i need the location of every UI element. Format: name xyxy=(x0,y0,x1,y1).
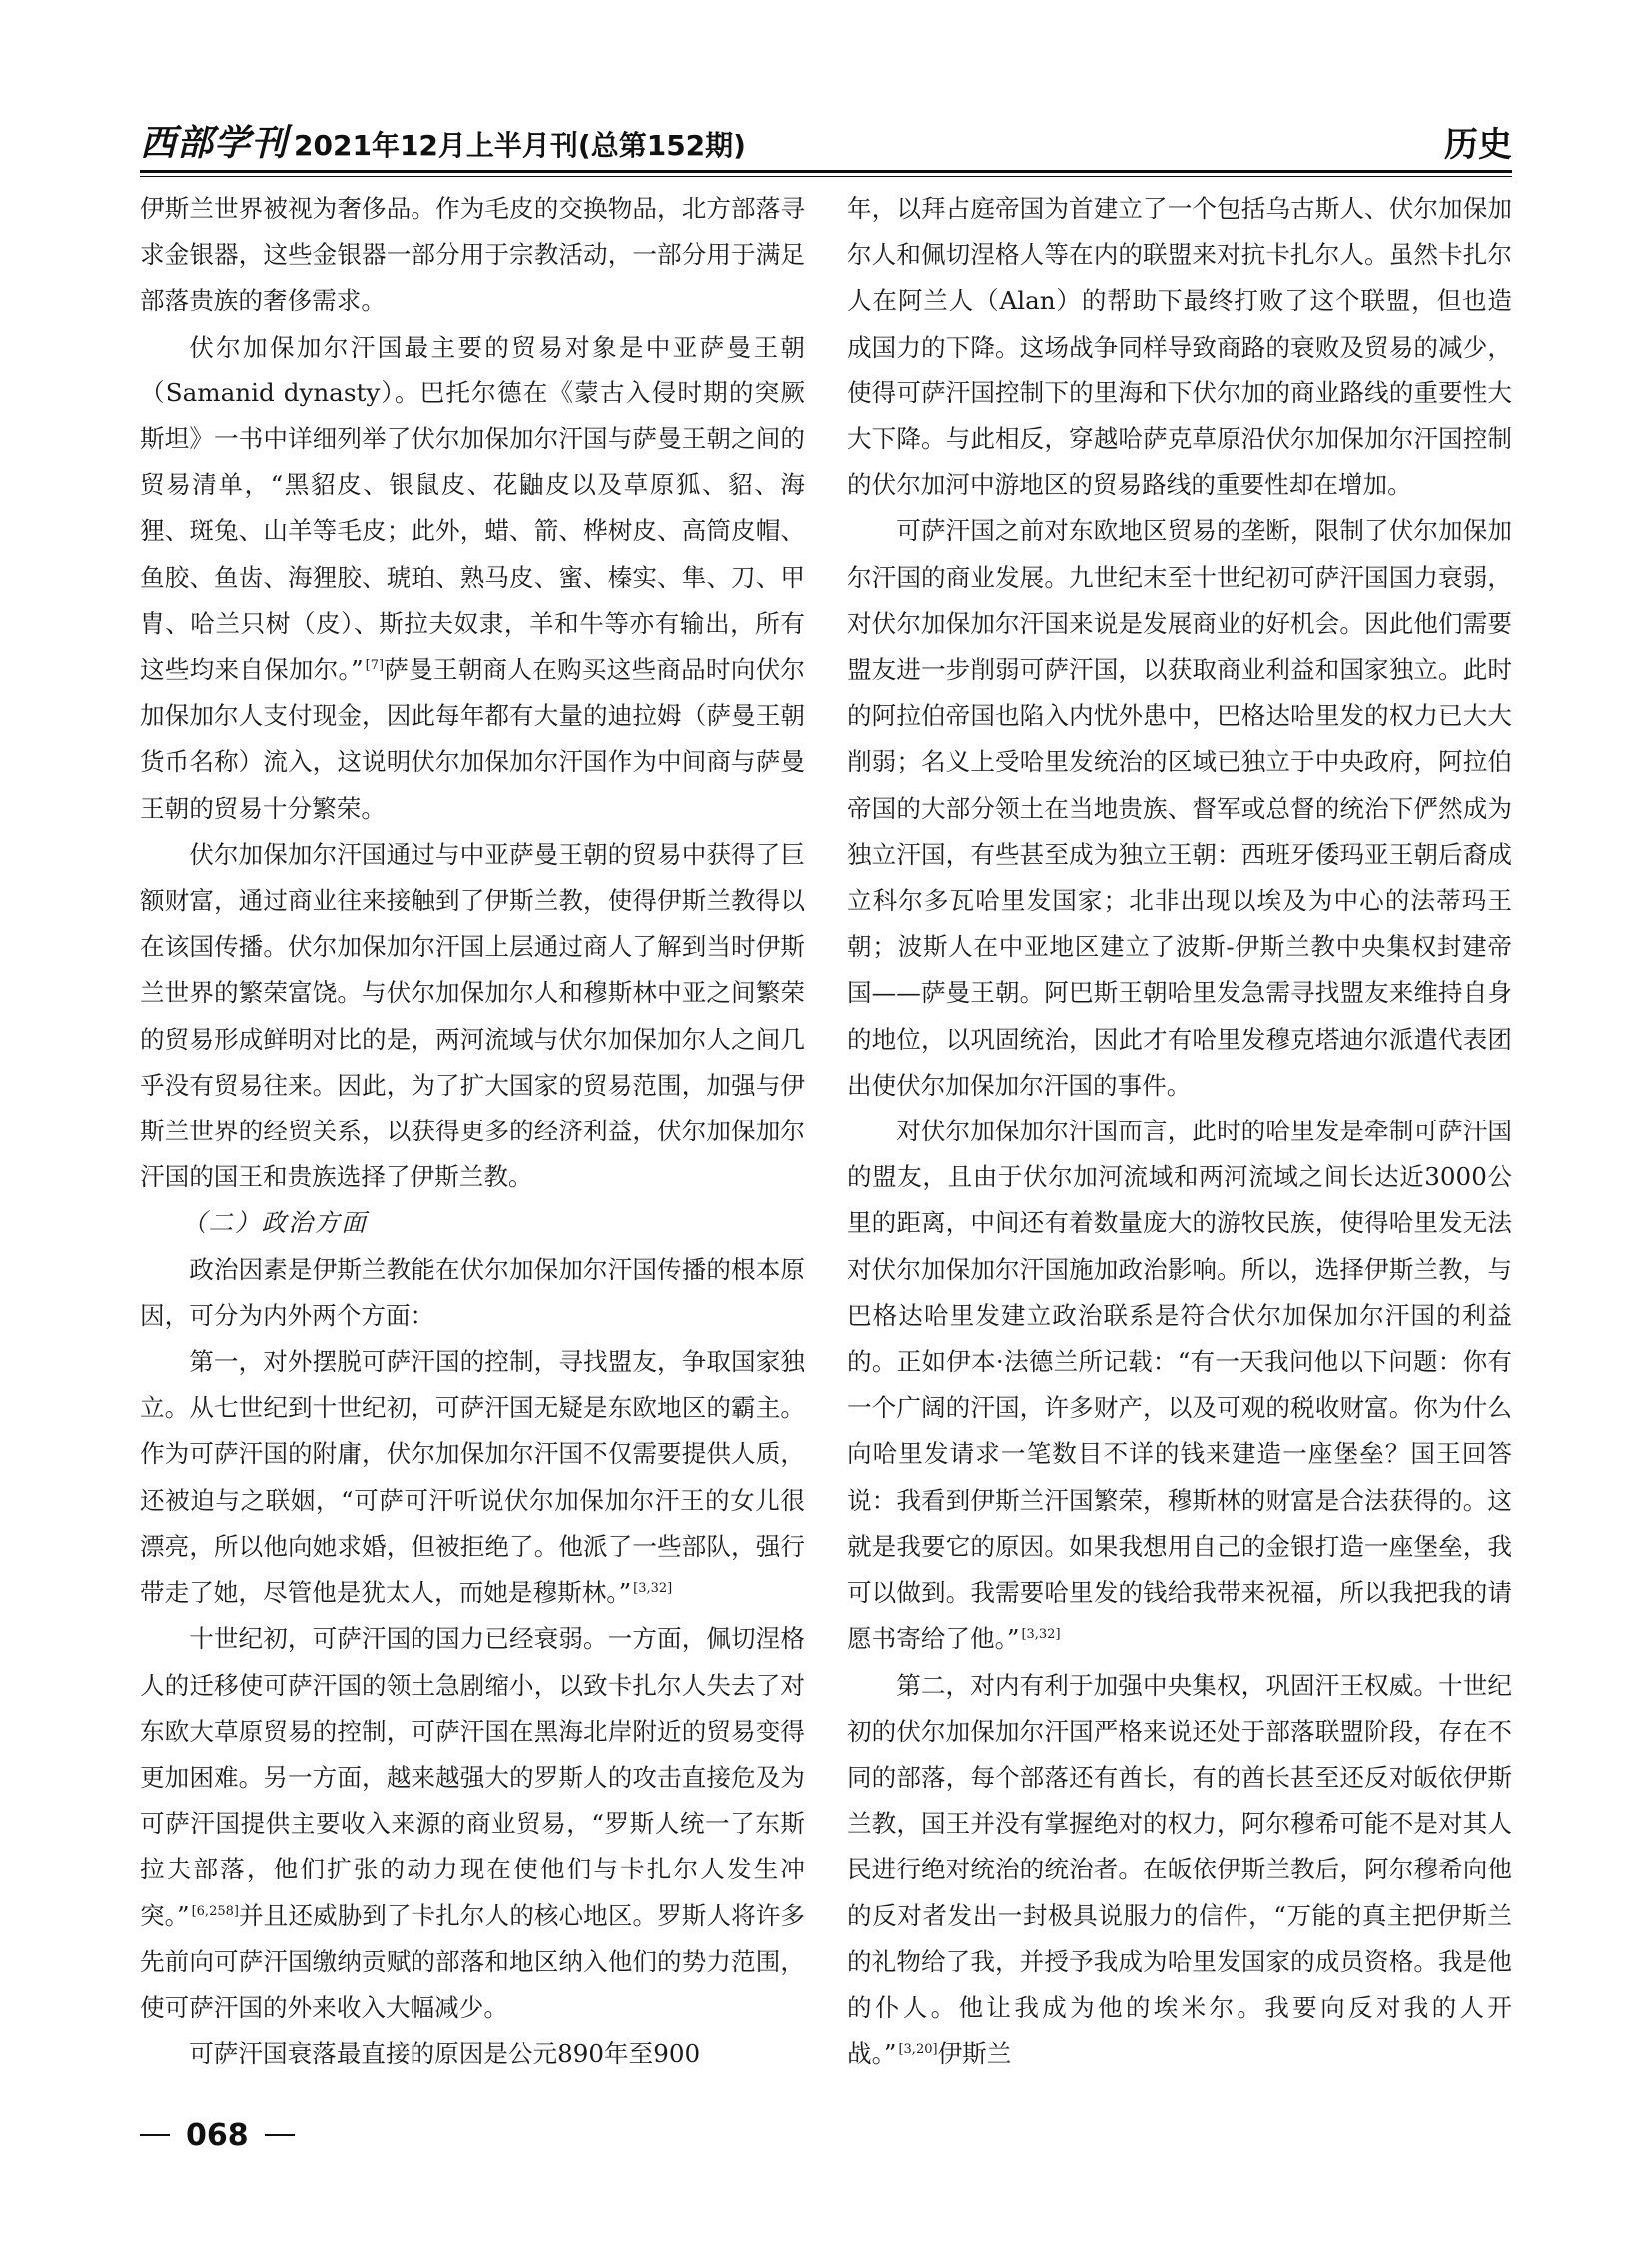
subheading-text: （二）政治方面 xyxy=(181,1208,368,1238)
paragraph-text: 政治因素是伊斯兰教能在伏尔加保加尔汗国传播的根本原因，可分为内外两个方面： xyxy=(140,1254,805,1330)
paragraph xyxy=(847,186,1512,508)
footer-dash xyxy=(265,2134,295,2136)
citation-ref: [3,32] xyxy=(1021,1627,1061,1643)
paragraph-text: 伊斯兰世界被视为奢侈品。作为毛皮的交换物品，北方部落寻求金银器，这些金银器一部分用于宗教活动，一部分用于满足部落贵族的奢侈需求。 xyxy=(140,194,805,316)
page-footer xyxy=(140,2115,295,2155)
paragraph-text: 十世纪初，可萨汗国的国力已经衰弱。一方面，佩切涅格人的迁移使可萨汗国的领土急剧缩小，以致卡扎尔人失去了对东欧大草原贸易的控制，可萨汗国在黑海北岸附近的贸易变得更加困难。另一方面，越来越强大的罗斯人的攻击直接危及为可萨汗国提供主要收入来源的商业贸易，“罗斯人统一了东斯拉夫部落，他们扩张的动力现在使他们与卡扎尔人发生冲突。” xyxy=(140,1624,805,1930)
journal-logo: 西部学刊 xyxy=(140,122,289,164)
header-left xyxy=(140,115,746,166)
left-column xyxy=(140,186,805,2077)
paragraph xyxy=(140,832,805,1201)
citation-ref: [6,258] xyxy=(191,1903,239,1919)
paragraph-text: 对伏尔加保加尔汗国而言，此时的哈里发是牵制可萨汗国的盟友，且由于伏尔加河流域和两河流域之间长达近3000公里的距离，中间还有着数量庞大的游牧民族，使得哈里发无法对伏尔加保加尔汗国施加政治影响。所以，选择伊斯兰教，与巴格达哈里发建立政治联系是符合伏尔加保加尔汗国的利益的。正如伊本·法德兰所记载：“有一天我问他以下问题：你有一个广阔的汗国，许多财产，以及可观的税收财富。你为什么向哈里发请求一笔数目不详的钱来建造一座堡垒？国王回答说：我看到伊斯兰汗国繁荣，穆斯林的财富是合法获得的。这就是我要它的原因。如果我想用自己的金银打造一座堡垒，我可以做到。我需要哈里发的钱给我带来祝福，所以我把我的请愿书寄给了他。” xyxy=(847,1117,1512,1654)
header-rule-thin xyxy=(140,176,1512,177)
paragraph xyxy=(140,186,805,325)
subheading xyxy=(140,1200,805,1246)
paragraph-text: 第一，对外摆脱可萨汗国的控制，寻找盟友，争取国家独立。从七世纪到十世纪初，可萨汗国无疑是东欧地区的霸主。作为可萨汗国的附庸，伏尔加保加尔汗国不仅需要提供人质，还被迫与之联姻，“可萨可汗听说伏尔加保加尔汗王的女儿很漂亮，所以他向她求婚，但被拒绝了。他派了一些部队，强行带走了她，尽管他是犹太人，而她是穆斯林。” xyxy=(140,1347,805,1608)
paragraph-text: 第二，对内有利于加强中央集权，巩固汗王权威。十世纪初的伏尔加保加尔汗国严格来说还处于部落联盟阶段，存在不同的部落，每个部落还有酋长，有的酋长甚至还反对皈依伊斯兰教，国王并没有掌握绝对的权力，阿尔穆希可能不是对其人民进行绝对统治的统治者。在皈依伊斯兰教后，阿尔穆希向他的反对者发出一封极具说服力的信件，“万能的真主把伊斯兰的礼物给了我，并授予我成为哈里发国家的成员资格。我是他的仆人。他让我成为他的埃米尔。我要向反对我的人开战。” xyxy=(847,1670,1512,2069)
paragraph-text: 萨曼王朝商人在购买这些商品时向伏尔加保加尔人支付现金，因此每年都有大量的迪拉姆（萨曼王朝货币名称）流入，这说明伏尔加保加尔汗国作为中间商与萨曼王朝的贸易十分繁荣。 xyxy=(140,655,805,823)
citation-ref: [3,32] xyxy=(633,1581,673,1597)
page-number: 068 xyxy=(186,2117,249,2153)
paragraph xyxy=(140,325,805,832)
paragraph xyxy=(140,1247,805,1339)
paragraph-text: 可萨汗国衰落最直接的原因是公元890年至900 xyxy=(189,2039,701,2069)
issue-info: 2021年12月上半月刊(总第152期) xyxy=(294,129,746,162)
paragraph-text: 伏尔加保加尔汗国最主要的贸易对象是中亚萨曼王朝（Samanid dynasty）。巴托尔德在《蒙古入侵时期的突厥斯坦》一书中详细列举了伏尔加保加尔汗国与萨曼王朝之间的贸易清单，“黑貂皮、银鼠皮、花鼬皮以及草原狐、貂、海狸、斑兔、山羊等毛皮；此外，蜡、箭、桦树皮、高筒皮帽、鱼胶、鱼齿、海狸胶、琥珀、熟马皮、蜜、榛实、隼、刀、甲胄、哈兰只树（皮）、斯拉夫奴隶，羊和牛等亦有输出，所有这些均来自保加尔。” xyxy=(140,332,805,685)
right-column xyxy=(847,186,1512,2077)
paragraph-text: 年，以拜占庭帝国为首建立了一个包括乌古斯人、伏尔加保加尔人和佩切涅格人等在内的联盟来对抗卡扎尔人。虽然卡扎尔人在阿兰人（Alan）的帮助下最终打败了这个联盟，但也造成国力的下降。这场战争同样导致商路的衰败及贸易的减少，使得可萨汗国控制下的里海和下伏尔加的商业路线的重要性大大下降。与此相反，穿越哈萨克草原沿伏尔加保加尔汗国控制的伏尔加河中游地区的贸易路线的重要性却在增加。 xyxy=(847,194,1512,500)
paragraph xyxy=(847,508,1512,1109)
citation-ref: [7] xyxy=(365,658,385,674)
paragraph xyxy=(847,1663,1512,2078)
page-header xyxy=(140,104,1512,166)
paragraph xyxy=(140,1616,805,2031)
paragraph-text: 伊斯兰 xyxy=(937,2039,1012,2069)
paragraph xyxy=(140,1339,805,1616)
paragraph xyxy=(847,1109,1512,1662)
paragraph-text: 伏尔加保加尔汗国通过与中亚萨曼王朝的贸易中获得了巨额财富，通过商业往来接触到了伊斯兰教，使得伊斯兰教得以在该国传播。伏尔加保加尔汗国上层通过商人了解到当时伊斯兰世界的繁荣富饶。与伏尔加保加尔人和穆斯林中亚之间繁荣的贸易形成鲜明对比的是，两河流域与伏尔加保加尔人之间几乎没有贸易往来。因此，为了扩大国家的贸易范围，加强与伊斯兰世界的经贸关系，以获得更多的经济利益，伏尔加保加尔汗国的国王和贵族选择了伊斯兰教。 xyxy=(140,839,805,1192)
header-rule-thick xyxy=(140,170,1512,173)
paragraph xyxy=(140,2031,805,2077)
footer-dash xyxy=(140,2134,170,2136)
paragraph-text: 可萨汗国之前对东欧地区贸易的垄断，限制了伏尔加保加尔汗国的商业发展。九世纪末至十世纪初可萨汗国国力衰弱，对伏尔加保加尔汗国来说是发展商业的好机会。因此他们需要盟友进一步削弱可萨汗国，以获取商业利益和国家独立。此时的阿拉伯帝国也陷入内忧外患中，巴格达哈里发的权力已大大削弱；名义上受哈里发统治的区域已独立于中央政府，阿拉伯帝国的大部分领土在当地贵族、督军或总督的统治下俨然成为独立汗国，有些甚至成为独立王朝：西班牙倭玛亚王朝后裔成立科尔多瓦哈里发国家；北非出现以埃及为中心的法蒂玛王朝；波斯人在中亚地区建立了波斯-伊斯兰教中央集权封建帝国——萨曼王朝。阿巴斯王朝哈里发急需寻找盟友来维持自身的地位，以巩固统治，因此才有哈里发穆克塔迪尔派遣代表团出使伏尔加保加尔汗国的事件。 xyxy=(847,516,1512,1100)
paragraph-text: 并且还威胁到了卡扎尔人的核心地区。罗斯人将许多先前向可萨汗国缴纳贡赋的部落和地区纳入他们的势力范围，使可萨汗国的外来收入大幅减少。 xyxy=(140,1900,805,2022)
citation-ref: [3,20] xyxy=(898,2042,938,2058)
section-label: 历史 xyxy=(1444,125,1512,165)
